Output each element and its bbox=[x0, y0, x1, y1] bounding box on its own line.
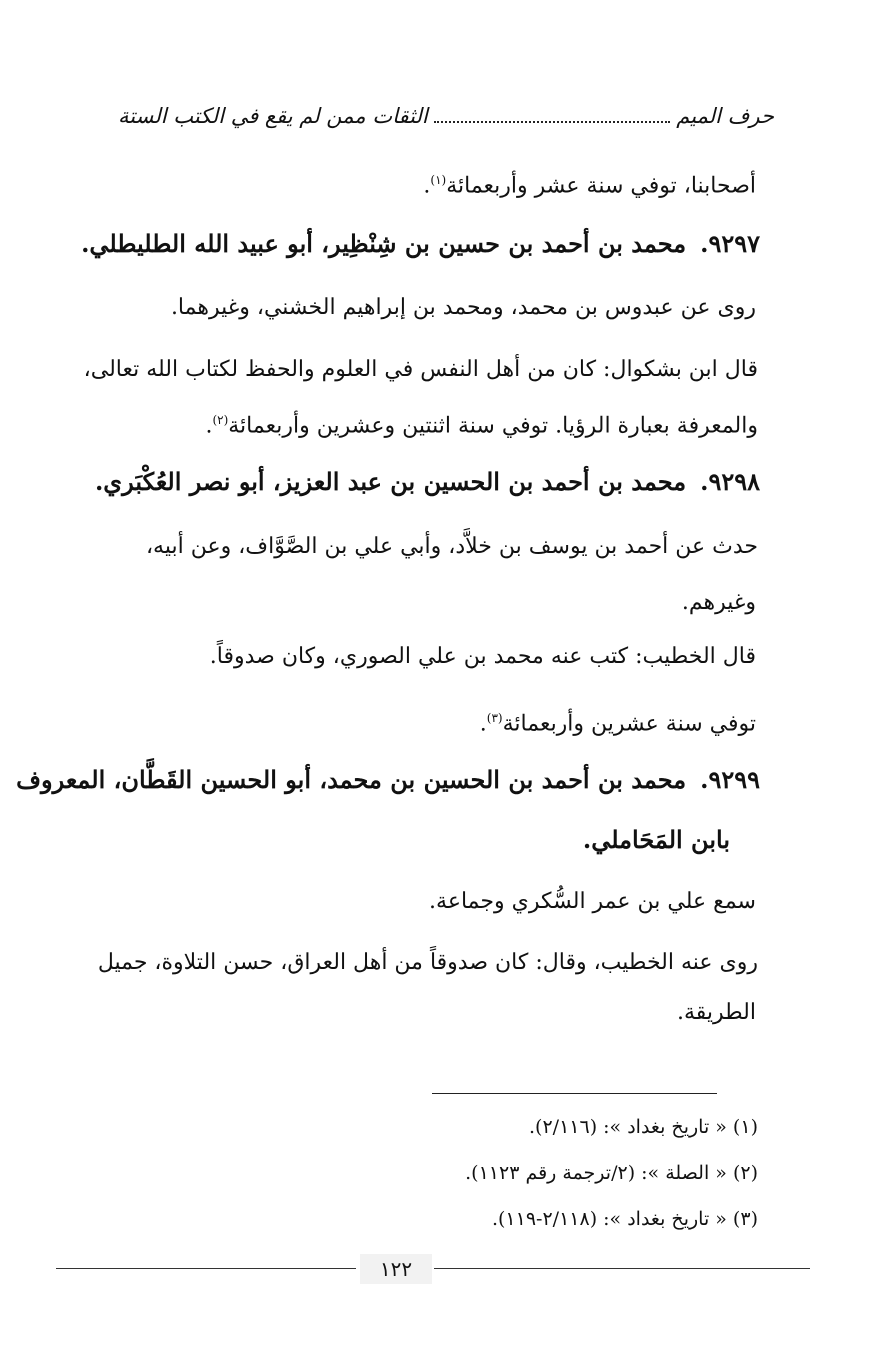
text-line: الطريقة. bbox=[676, 1000, 756, 1025]
text-line: روى عنه الخطيب، وقال: كان صدوقاً من أهل العراق، حسن التلاوة، جميل bbox=[97, 950, 758, 975]
footnote-separator bbox=[432, 1093, 717, 1094]
entry-title: محمد بن أحمد بن الحسين بن محمد، أبو الحسين القَطَّان، المعروف bbox=[16, 765, 687, 794]
entry-title-continuation: بابن المَحَاملي. bbox=[582, 825, 730, 854]
text-line: حدث عن أحمد بن يوسف بن خلاَّد، وأبي علي بن الصَّوَّاف، وعن أبيه، bbox=[145, 534, 758, 559]
footnote-ref: (٣) bbox=[486, 711, 503, 725]
footnote-ref: (٢) bbox=[212, 413, 229, 427]
header-dots bbox=[434, 109, 671, 123]
text-content: أصحابنا، توفي سنة عشر وأربعمائة bbox=[446, 173, 756, 199]
text-line: قال الخطيب: كتب عنه محمد بن علي الصوري، وكان صدوقاً. bbox=[209, 644, 756, 669]
bottom-rule-right bbox=[434, 1268, 810, 1269]
entry-number: ٩٢٩٨. bbox=[700, 467, 760, 496]
text-line: روى عن عبدوس بن محمد، ومحمد بن إبراهيم الخشني، وغيرهما. bbox=[170, 295, 756, 320]
text-content: توفي سنة عشرين وأربعمائة bbox=[502, 711, 756, 737]
entry-heading-9299 bbox=[16, 758, 760, 802]
header-chapter: حرف الميم bbox=[676, 104, 774, 128]
text-line: والمعرفة بعبارة الرؤيا. توفي سنة اثنتين وعشرين وأربعمائة$^{(٢)}$. bbox=[205, 413, 758, 439]
page-number: ١٢٢ bbox=[360, 1254, 432, 1284]
entry-title: محمد بن أحمد بن حسين بن شِنْظِير، أبو عبيد الله الطليطلي. bbox=[81, 229, 687, 258]
entry-heading-9298 bbox=[95, 460, 760, 504]
text-line: قال ابن بشكوال: كان من أهل النفس في العلوم والحفظ لكتاب الله تعالى، bbox=[83, 357, 758, 382]
entry-number: ٩٢٩٧. bbox=[700, 229, 760, 258]
footnote-3: (٣) « تاريخ بغداد »: (٢/١١٨-١١٩). bbox=[491, 1208, 758, 1230]
text-line: أصحابنا، توفي سنة عشر وأربعمائة$^{(١)}$. bbox=[423, 173, 756, 199]
running-header bbox=[118, 96, 774, 136]
text-line: توفي سنة عشرين وأربعمائة$^{(٣)}$. bbox=[479, 711, 756, 737]
entry-heading-9297 bbox=[81, 222, 760, 266]
entry-title: محمد بن أحمد بن الحسين بن عبد العزيز، أبو نصر العُكْبَري. bbox=[94, 467, 687, 496]
footnote-2: (٢) « الصلة »: (٢/ترجمة رقم ١١٢٣). bbox=[465, 1162, 758, 1184]
text-line: سمع علي بن عمر السُّكري وجماعة. bbox=[429, 889, 756, 914]
header-book-title: الثقات ممن لم يقع في الكتب الستة bbox=[118, 104, 428, 128]
footnote-ref: (١) bbox=[430, 173, 447, 187]
text-line: وغيرهم. bbox=[681, 590, 756, 615]
text-content: والمعرفة بعبارة الرؤيا. توفي سنة اثنتين وعشرين وأربعمائة bbox=[228, 413, 758, 439]
bottom-rule-left bbox=[56, 1268, 356, 1269]
entry-number: ٩٢٩٩. bbox=[700, 765, 760, 794]
footnote-1: (١) « تاريخ بغداد »: (٢/١١٦). bbox=[529, 1116, 758, 1138]
